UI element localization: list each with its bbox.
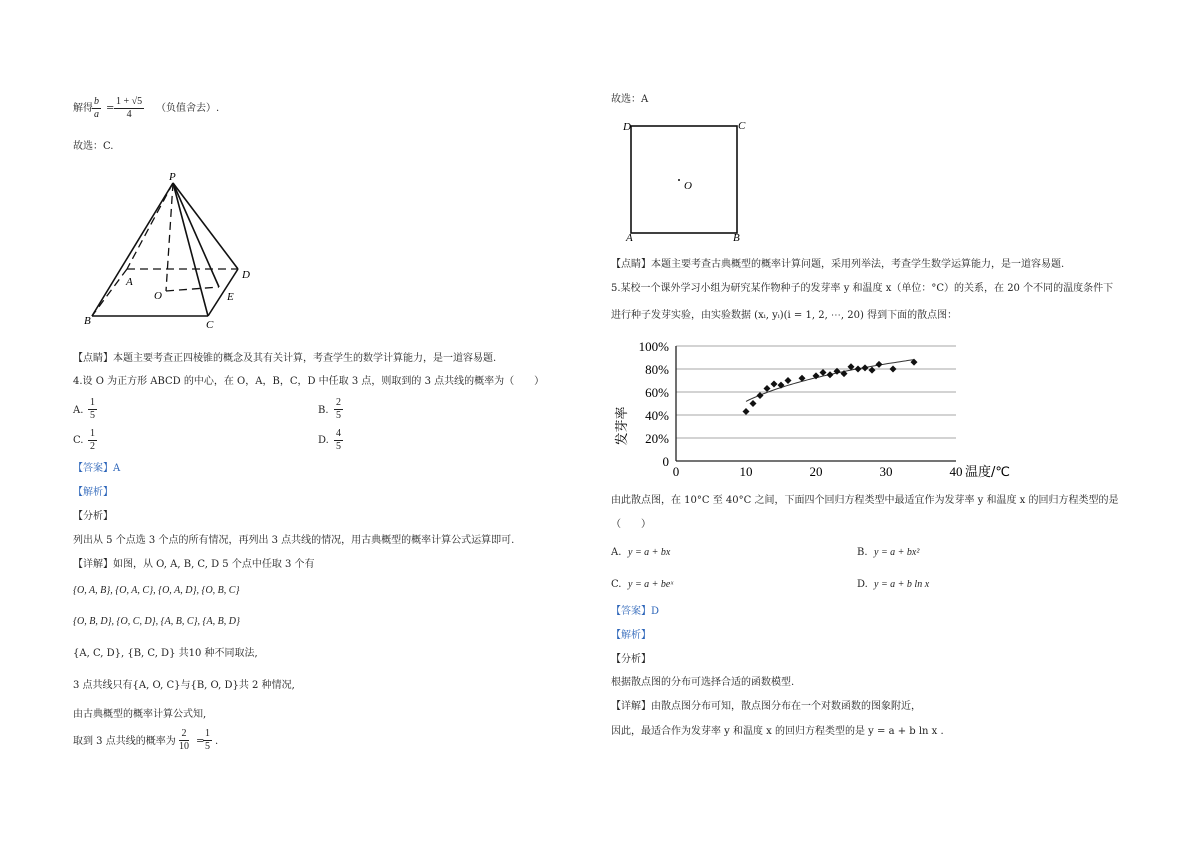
q4-analysis-head: 【分析】 <box>73 511 113 522</box>
q4-sets-1: {O, A, B}, {O, A, C}, {O, A, D}, {O, B, C} <box>73 585 240 596</box>
q4-option-b <box>334 397 343 422</box>
y-tick-label: 0 <box>662 454 669 469</box>
q4-formula-text: 由古典概型的概率计算公式知, <box>73 709 207 720</box>
q4-sets-3: {A, C, D}, {B, C, D} 共10 种不同取法, <box>73 648 258 659</box>
question-4: 4.设 O 为正方形 ABCD 的中心，在 O，A，B，C，D 中任取 3 点，则取到的 3 点共线的概率为（ ） <box>73 376 545 387</box>
q4-option-c-label: C. <box>73 435 84 446</box>
q5-option-d: y = a + b ln x <box>874 579 930 590</box>
pyramid-label-p: P <box>169 171 176 183</box>
q4-option-a-label: A. <box>73 405 84 416</box>
y-tick-label: 20% <box>645 431 669 446</box>
q5-paren: （ ） <box>611 519 651 530</box>
pyramid-label-b: B <box>84 315 91 327</box>
chart-x-label: 温度/℃ <box>965 465 1010 480</box>
data-point <box>862 364 869 371</box>
solve-rhs-num: 1 + √5 <box>116 96 143 107</box>
q4-sets-2: {O, B, D}, {O, C, D}, {A, B, C}, {A, B, D} <box>73 616 240 627</box>
square-label-a: A <box>626 232 633 244</box>
q4-prob-end: . <box>215 736 219 747</box>
solve-suffix: （负值舍去）. <box>156 103 220 114</box>
q5-option-a-label: A. <box>611 547 622 558</box>
q5-analysis-head: 【分析】 <box>611 654 651 665</box>
y-tick-label: 40% <box>645 408 669 423</box>
q4-collinear: 3 点共线只有{A, O, C}与{B, O, D}共 2 种情况, <box>73 680 295 691</box>
y-tick-label: 80% <box>645 362 669 377</box>
q4-prob-f2-num: 1 <box>205 728 210 739</box>
q4-answer: 【答案】A <box>73 463 121 474</box>
pyramid-label-o: O <box>154 290 162 302</box>
data-point <box>785 377 792 384</box>
square-label-d: D <box>623 121 631 133</box>
q5-detail: 【详解】由散点图分布可知，散点图分布在一个对数函数的图象附近， <box>611 701 921 712</box>
q5-option-b-label: B. <box>857 547 868 558</box>
q4-prob-fraction-2 <box>203 728 212 753</box>
chart-points <box>743 359 918 415</box>
q4-option-b-label: B. <box>318 405 329 416</box>
q5-option-a: y = a + bx <box>628 547 671 558</box>
chart-y-label: 发芽率 <box>615 406 630 446</box>
square-label-c: C <box>738 120 746 132</box>
q4-analysis-text: 列出从 5 个点选 3 个点的所有情况，再列出 3 点共线的情况，用古典概型的概率计算公式运算即可. <box>73 535 515 546</box>
q4-option-d-den: 5 <box>336 441 341 452</box>
q4-option-b-den: 5 <box>336 410 341 421</box>
data-point <box>876 361 883 368</box>
solve-prefix: 解得 <box>73 103 93 114</box>
trend-curve <box>746 360 914 402</box>
x-tick-label: 40 <box>949 464 963 479</box>
data-point <box>778 382 785 389</box>
data-point <box>890 366 897 373</box>
solve-fraction-num: b <box>94 96 99 107</box>
q4-option-c-den: 2 <box>90 441 95 452</box>
data-point <box>827 371 834 378</box>
q5-after: 由此散点图，在 10°C 至 40°C 之间，下面四个回归方程类型中最适宜作为发芽率 y 和温度 x 的回归方程类型的是 <box>611 495 1119 506</box>
data-point <box>757 392 764 399</box>
square-label-b: B <box>733 232 740 244</box>
q4-option-a <box>88 397 97 422</box>
q4-prob-eq: = <box>196 736 205 747</box>
x-tick-label: 10 <box>739 464 753 479</box>
scatter-chart <box>610 336 1030 486</box>
data-point <box>869 367 876 374</box>
q4-option-a-num: 1 <box>90 397 95 408</box>
q4-option-a-den: 5 <box>90 410 95 421</box>
y-tick-label: 100% <box>638 339 669 354</box>
q4-option-d-num: 4 <box>336 428 341 439</box>
pyramid-label-d: D <box>242 269 250 281</box>
q4-prob-f1-den: 10 <box>179 741 189 752</box>
square-label-o: O <box>684 180 692 192</box>
q5-conclusion: 因此，最适合作为发芽率 y 和温度 x 的回归方程类型的是 y = a + b ln x . <box>611 726 944 737</box>
chart-y-ticks <box>639 339 670 469</box>
data-point <box>771 380 778 387</box>
q4-option-b-num: 2 <box>336 397 341 408</box>
square-figure <box>620 117 755 245</box>
data-point <box>750 400 757 407</box>
q5-line-1: 5.某校一个课外学习小组为研究某作物种子的发芽率 y 和温度 x（单位：°C）的关系，在 20 个不同的温度条件下 <box>611 283 1114 294</box>
choose-a: 故选：A <box>611 94 649 105</box>
q4-analysis: 【解析】 <box>73 487 113 498</box>
choose-c: 故选：C. <box>73 141 114 152</box>
solve-rhs-den: 4 <box>126 109 132 120</box>
pyramid-label-a: A <box>126 276 133 288</box>
x-tick-label: 0 <box>672 464 680 479</box>
solve-fraction <box>92 96 101 121</box>
solve-eq: = <box>106 103 115 114</box>
q5-option-d-label: D. <box>857 579 868 590</box>
q5-analysis-text: 根据散点图的分布可选择合适的函数模型. <box>611 677 795 688</box>
q5-option-c-label: C. <box>611 579 622 590</box>
q4-option-c-num: 1 <box>90 428 95 439</box>
q4-option-d <box>334 428 343 453</box>
q5-option-b: y = a + bx² <box>874 547 920 558</box>
x-tick-label: 20 <box>809 464 823 479</box>
data-point <box>855 366 862 373</box>
data-point <box>820 369 827 376</box>
q4-option-d-label: D. <box>318 435 329 446</box>
pyramid-label-c: C <box>206 319 214 331</box>
q4-detail: 【详解】如图，从 O, A, B, C, D 5 个点中任取 3 个有 <box>73 559 315 570</box>
solve-fraction-den: a <box>94 109 99 120</box>
q4-prob-f2-den: 5 <box>205 741 210 752</box>
q4-prob-f1-num: 2 <box>179 728 189 741</box>
pyramid-figure <box>80 168 260 333</box>
data-point <box>743 408 750 415</box>
q5-analysis: 【解析】 <box>611 630 651 641</box>
q5-line-2: 进行种子发芽实验，由实验数据 (xᵢ, yᵢ)(i = 1, 2, ⋯, 20) 得到下面的散点图： <box>611 310 958 321</box>
square-center-dot <box>678 179 680 181</box>
y-tick-label: 60% <box>645 385 669 400</box>
q5-answer: 【答案】D <box>611 606 660 617</box>
q4-option-c <box>88 428 97 453</box>
x-tick-label: 30 <box>879 464 893 479</box>
q4-prob-fraction-1 <box>179 728 189 753</box>
comment-4: 【点睛】本题主要考查古典概型的概率计算问题，采用列举法，考查学生数学运算能力，是一道容易题. <box>611 259 1065 270</box>
q5-option-c: y = a + beˣ <box>628 579 674 590</box>
comment-3: 【点睛】本题主要考查正四棱锥的概念及其有关计算，考查学生的数学计算能力，是一道容易题. <box>73 353 497 364</box>
solve-rhs <box>114 96 144 121</box>
pyramid-label-e: E <box>227 291 234 303</box>
chart-x-ticks <box>673 464 963 479</box>
q4-prob-prefix: 取到 3 点共线的概率为 <box>73 736 176 747</box>
